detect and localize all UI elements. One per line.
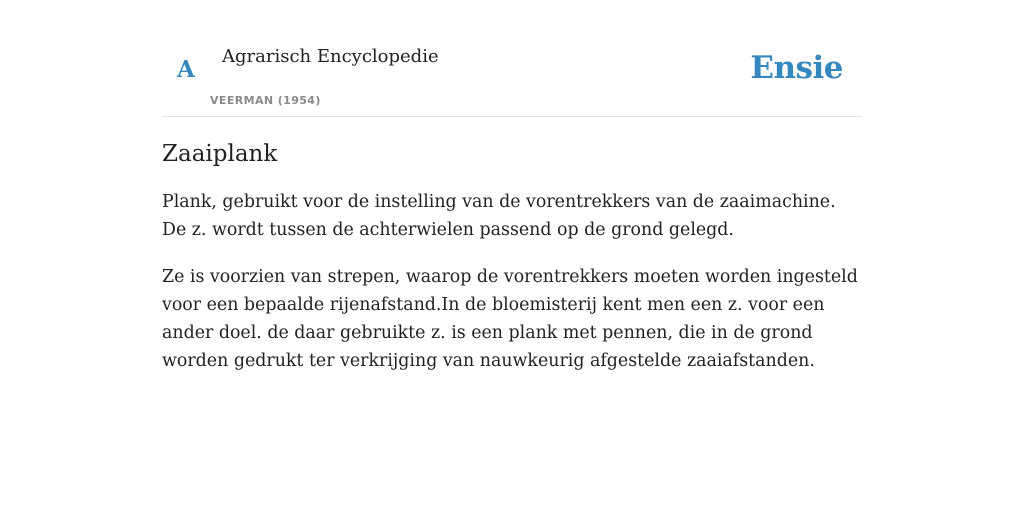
entry-content <box>162 138 862 394</box>
entry-paragraph: Plank, gebruikt voor de instelling van de vorentrekkers van de zaaimachine. De z. wordt tussen de achterwielen passend op de grond gelegd. <box>162 192 836 240</box>
ensie-logo-link[interactable]: Ensie <box>750 50 843 86</box>
site-header <box>162 38 862 117</box>
entry-title: Zaaiplank <box>162 141 278 167</box>
book-author: VEERMAN (1954) <box>210 94 321 107</box>
book-logo-letter[interactable]: A <box>177 56 195 83</box>
book-title-link[interactable]: Agrarisch Encyclopedie <box>222 46 439 67</box>
entry-paragraph: Ze is voorzien van strepen, waarop de vorentrekkers moeten worden ingesteld voor een bepaalde rijenafstand.In de bloemisterij kent men een z. voor een ander doel. de daar gebruikte z. is een plank met pennen, die in de grond worden gedrukt ter verkrijging van nauwkeurig afgestelde zaaiafstanden. <box>162 267 858 371</box>
